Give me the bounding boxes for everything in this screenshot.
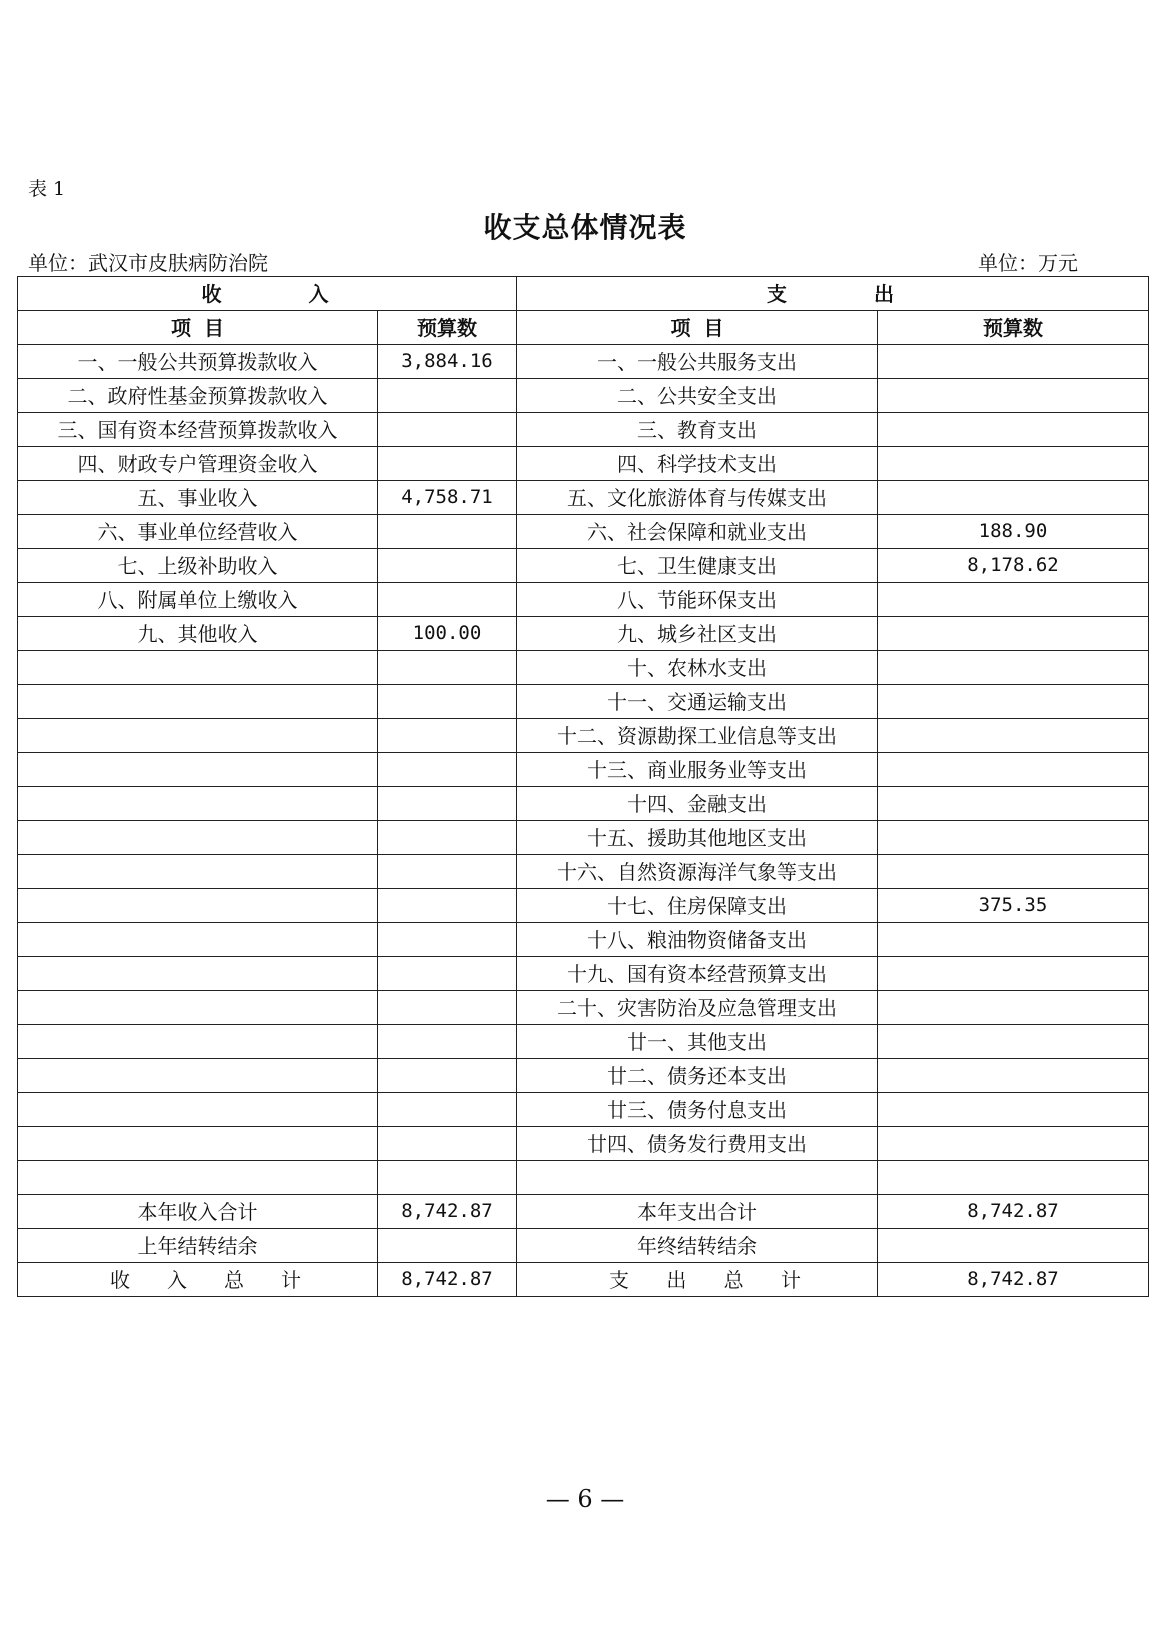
expense-value-cell xyxy=(878,991,1149,1025)
income-value-cell xyxy=(378,549,517,583)
income-total-label xyxy=(18,1263,378,1297)
income-value-cell: 100.00 xyxy=(378,617,517,651)
expense-item-cell: 十九、国有资本经营预算支出 xyxy=(517,957,878,991)
expense-item-cell: 四、科学技术支出 xyxy=(517,447,878,481)
expense-item-header: 项 目 xyxy=(517,311,878,345)
income-value-cell xyxy=(378,1127,517,1161)
expense-item-cell: 二、公共安全支出 xyxy=(517,379,878,413)
expense-total-char: 出 xyxy=(666,1267,687,1292)
section-header-row xyxy=(18,277,1149,311)
income-item-cell: 六、事业单位经营收入 xyxy=(18,515,378,549)
expense-value-cell xyxy=(878,957,1149,991)
income-value-cell xyxy=(378,923,517,957)
table-row xyxy=(18,855,1149,889)
income-item-cell xyxy=(18,685,378,719)
table-row xyxy=(18,991,1149,1025)
expense-item-cell: 廿二、债务还本支出 xyxy=(517,1059,878,1093)
income-item-cell xyxy=(18,1127,378,1161)
table-row xyxy=(18,889,1149,923)
table-row xyxy=(18,1229,1149,1263)
expense-value-cell xyxy=(878,685,1149,719)
income-value-cell xyxy=(378,1059,517,1093)
table-row xyxy=(18,821,1149,855)
expense-value-cell xyxy=(878,719,1149,753)
table-row xyxy=(18,719,1149,753)
expense-value-cell xyxy=(878,1161,1149,1195)
expense-item-cell: 九、城乡社区支出 xyxy=(517,617,878,651)
income-value-cell xyxy=(378,413,517,447)
expense-item-cell: 八、节能环保支出 xyxy=(517,583,878,617)
expense-value-cell xyxy=(878,753,1149,787)
income-value-cell: 8,742.87 xyxy=(378,1195,517,1229)
income-item-cell xyxy=(18,991,378,1025)
income-value-cell xyxy=(378,447,517,481)
income-item-cell xyxy=(18,855,378,889)
table-row xyxy=(18,447,1149,481)
income-value-cell xyxy=(378,991,517,1025)
income-total-value: 8,742.87 xyxy=(378,1263,517,1297)
table-row xyxy=(18,753,1149,787)
income-item-cell xyxy=(18,753,378,787)
income-total-char: 收 xyxy=(110,1267,130,1292)
income-value-cell xyxy=(378,1025,517,1059)
expense-item-cell: 七、卫生健康支出 xyxy=(517,549,878,583)
expense-value-cell xyxy=(878,1059,1149,1093)
income-value-cell xyxy=(378,957,517,991)
table-row xyxy=(18,413,1149,447)
income-item-cell: 九、其他收入 xyxy=(18,617,378,651)
table-row xyxy=(18,1093,1149,1127)
table-row xyxy=(18,923,1149,957)
expense-item-cell: 十、农林水支出 xyxy=(517,651,878,685)
income-value-cell xyxy=(378,889,517,923)
expense-total-label xyxy=(517,1263,878,1297)
income-value-cell xyxy=(378,1229,517,1263)
expense-item-cell: 廿三、债务付息支出 xyxy=(517,1093,878,1127)
currency-unit: 单位：万元 xyxy=(978,251,1078,275)
expense-item-cell: 六、社会保障和就业支出 xyxy=(517,515,878,549)
table-row xyxy=(18,549,1149,583)
expense-value-cell xyxy=(878,379,1149,413)
income-value-cell xyxy=(378,753,517,787)
income-value-cell xyxy=(378,821,517,855)
income-item-header: 项 目 xyxy=(18,311,378,345)
income-item-cell: 本年收入合计 xyxy=(18,1195,378,1229)
income-value-cell xyxy=(378,855,517,889)
expense-item-cell: 十一、交通运输支出 xyxy=(517,685,878,719)
table-row xyxy=(18,1059,1149,1093)
income-item-cell: 一、一般公共预算拨款收入 xyxy=(18,345,378,379)
income-item-cell: 四、财政专户管理资金收入 xyxy=(18,447,378,481)
income-value-cell: 3,884.16 xyxy=(378,345,517,379)
income-total-char: 计 xyxy=(281,1267,301,1292)
expense-value-cell xyxy=(878,413,1149,447)
expense-value-cell: 8,742.87 xyxy=(878,1195,1149,1229)
table-row xyxy=(18,583,1149,617)
income-item-cell xyxy=(18,957,378,991)
income-item-cell xyxy=(18,719,378,753)
income-item-cell: 二、政府性基金预算拨款收入 xyxy=(18,379,378,413)
expense-total-value: 8,742.87 xyxy=(878,1263,1149,1297)
table-row xyxy=(18,481,1149,515)
table-row xyxy=(18,651,1149,685)
expense-item-cell: 三、教育支出 xyxy=(517,413,878,447)
income-value-cell xyxy=(378,1093,517,1127)
expense-total-char: 总 xyxy=(723,1267,744,1292)
expense-value-cell xyxy=(878,1127,1149,1161)
income-value-cell xyxy=(378,379,517,413)
expense-item-cell: 十三、商业服务业等支出 xyxy=(517,753,878,787)
table-row xyxy=(18,957,1149,991)
income-value-cell xyxy=(378,1161,517,1195)
expense-item-cell: 二十、灾害防治及应急管理支出 xyxy=(517,991,878,1025)
table-label: 表 1 xyxy=(28,178,66,200)
income-item-cell xyxy=(18,923,378,957)
document-title: 收支总体情况表 xyxy=(483,211,687,244)
income-total-char: 总 xyxy=(224,1267,244,1292)
table-row xyxy=(18,685,1149,719)
income-value-cell xyxy=(378,787,517,821)
table-row xyxy=(18,1127,1149,1161)
expense-budget-header: 预算数 xyxy=(878,311,1149,345)
organization-unit: 单位：武汉市皮肤病防治院 xyxy=(28,251,268,275)
table-row xyxy=(18,1025,1149,1059)
expense-value-cell xyxy=(878,1025,1149,1059)
table-row xyxy=(18,1161,1149,1195)
income-value-cell xyxy=(378,685,517,719)
expense-value-cell xyxy=(878,1229,1149,1263)
income-item-cell xyxy=(18,1161,378,1195)
income-budget-header: 预算数 xyxy=(378,311,517,345)
income-item-cell xyxy=(18,1059,378,1093)
expense-value-cell xyxy=(878,1093,1149,1127)
income-section-header: 收 入 xyxy=(18,277,517,311)
expense-value-cell xyxy=(878,345,1149,379)
budget-table xyxy=(17,276,1149,1297)
expense-item-cell: 十五、援助其他地区支出 xyxy=(517,821,878,855)
expense-item-cell: 廿一、其他支出 xyxy=(517,1025,878,1059)
expense-item-cell: 十二、资源勘探工业信息等支出 xyxy=(517,719,878,753)
expense-value-cell xyxy=(878,617,1149,651)
expense-value-cell: 375.35 xyxy=(878,889,1149,923)
table-row xyxy=(18,515,1149,549)
expense-item-cell: 一、一般公共服务支出 xyxy=(517,345,878,379)
income-item-cell: 七、上级补助收入 xyxy=(18,549,378,583)
expense-section-header: 支 出 xyxy=(517,277,1149,311)
income-item-cell xyxy=(18,1093,378,1127)
expense-item-cell: 十六、自然资源海洋气象等支出 xyxy=(517,855,878,889)
expense-item-cell: 五、文化旅游体育与传媒支出 xyxy=(517,481,878,515)
income-item-cell xyxy=(18,1025,378,1059)
expense-value-cell xyxy=(878,855,1149,889)
expense-item-cell: 本年支出合计 xyxy=(517,1195,878,1229)
expense-item-cell: 十七、住房保障支出 xyxy=(517,889,878,923)
expense-item-cell: 廿四、债务发行费用支出 xyxy=(517,1127,878,1161)
income-value-cell xyxy=(378,651,517,685)
table-row xyxy=(18,617,1149,651)
expense-value-cell xyxy=(878,583,1149,617)
income-item-cell xyxy=(18,889,378,923)
income-item-cell xyxy=(18,787,378,821)
income-value-cell xyxy=(378,719,517,753)
grand-total-row xyxy=(18,1263,1149,1297)
expense-item-cell: 年终结转结余 xyxy=(517,1229,878,1263)
column-header-row xyxy=(18,311,1149,345)
expense-value-cell xyxy=(878,447,1149,481)
table-row xyxy=(18,379,1149,413)
income-value-cell xyxy=(378,583,517,617)
expense-item-cell: 十八、粮油物资储备支出 xyxy=(517,923,878,957)
expense-total-char: 计 xyxy=(780,1267,801,1292)
page-number: — 6 — xyxy=(545,1485,625,1513)
table-body xyxy=(18,345,1149,1263)
income-value-cell: 4,758.71 xyxy=(378,481,517,515)
table-row xyxy=(18,345,1149,379)
expense-total-char: 支 xyxy=(609,1267,629,1292)
income-item-cell: 三、国有资本经营预算拨款收入 xyxy=(18,413,378,447)
expense-item-cell: 十四、金融支出 xyxy=(517,787,878,821)
expense-value-cell: 188.90 xyxy=(878,515,1149,549)
expense-value-cell xyxy=(878,923,1149,957)
expense-value-cell xyxy=(878,481,1149,515)
income-item-cell: 八、附属单位上缴收入 xyxy=(18,583,378,617)
table-row xyxy=(18,1195,1149,1229)
expense-value-cell: 8,178.62 xyxy=(878,549,1149,583)
income-item-cell: 上年结转结余 xyxy=(18,1229,378,1263)
expense-item-cell xyxy=(517,1161,878,1195)
table-row xyxy=(18,787,1149,821)
income-value-cell xyxy=(378,515,517,549)
expense-value-cell xyxy=(878,787,1149,821)
expense-value-cell xyxy=(878,821,1149,855)
expense-value-cell xyxy=(878,651,1149,685)
income-total-char: 入 xyxy=(167,1267,187,1292)
income-item-cell xyxy=(18,821,378,855)
income-item-cell: 五、事业收入 xyxy=(18,481,378,515)
income-item-cell xyxy=(18,651,378,685)
